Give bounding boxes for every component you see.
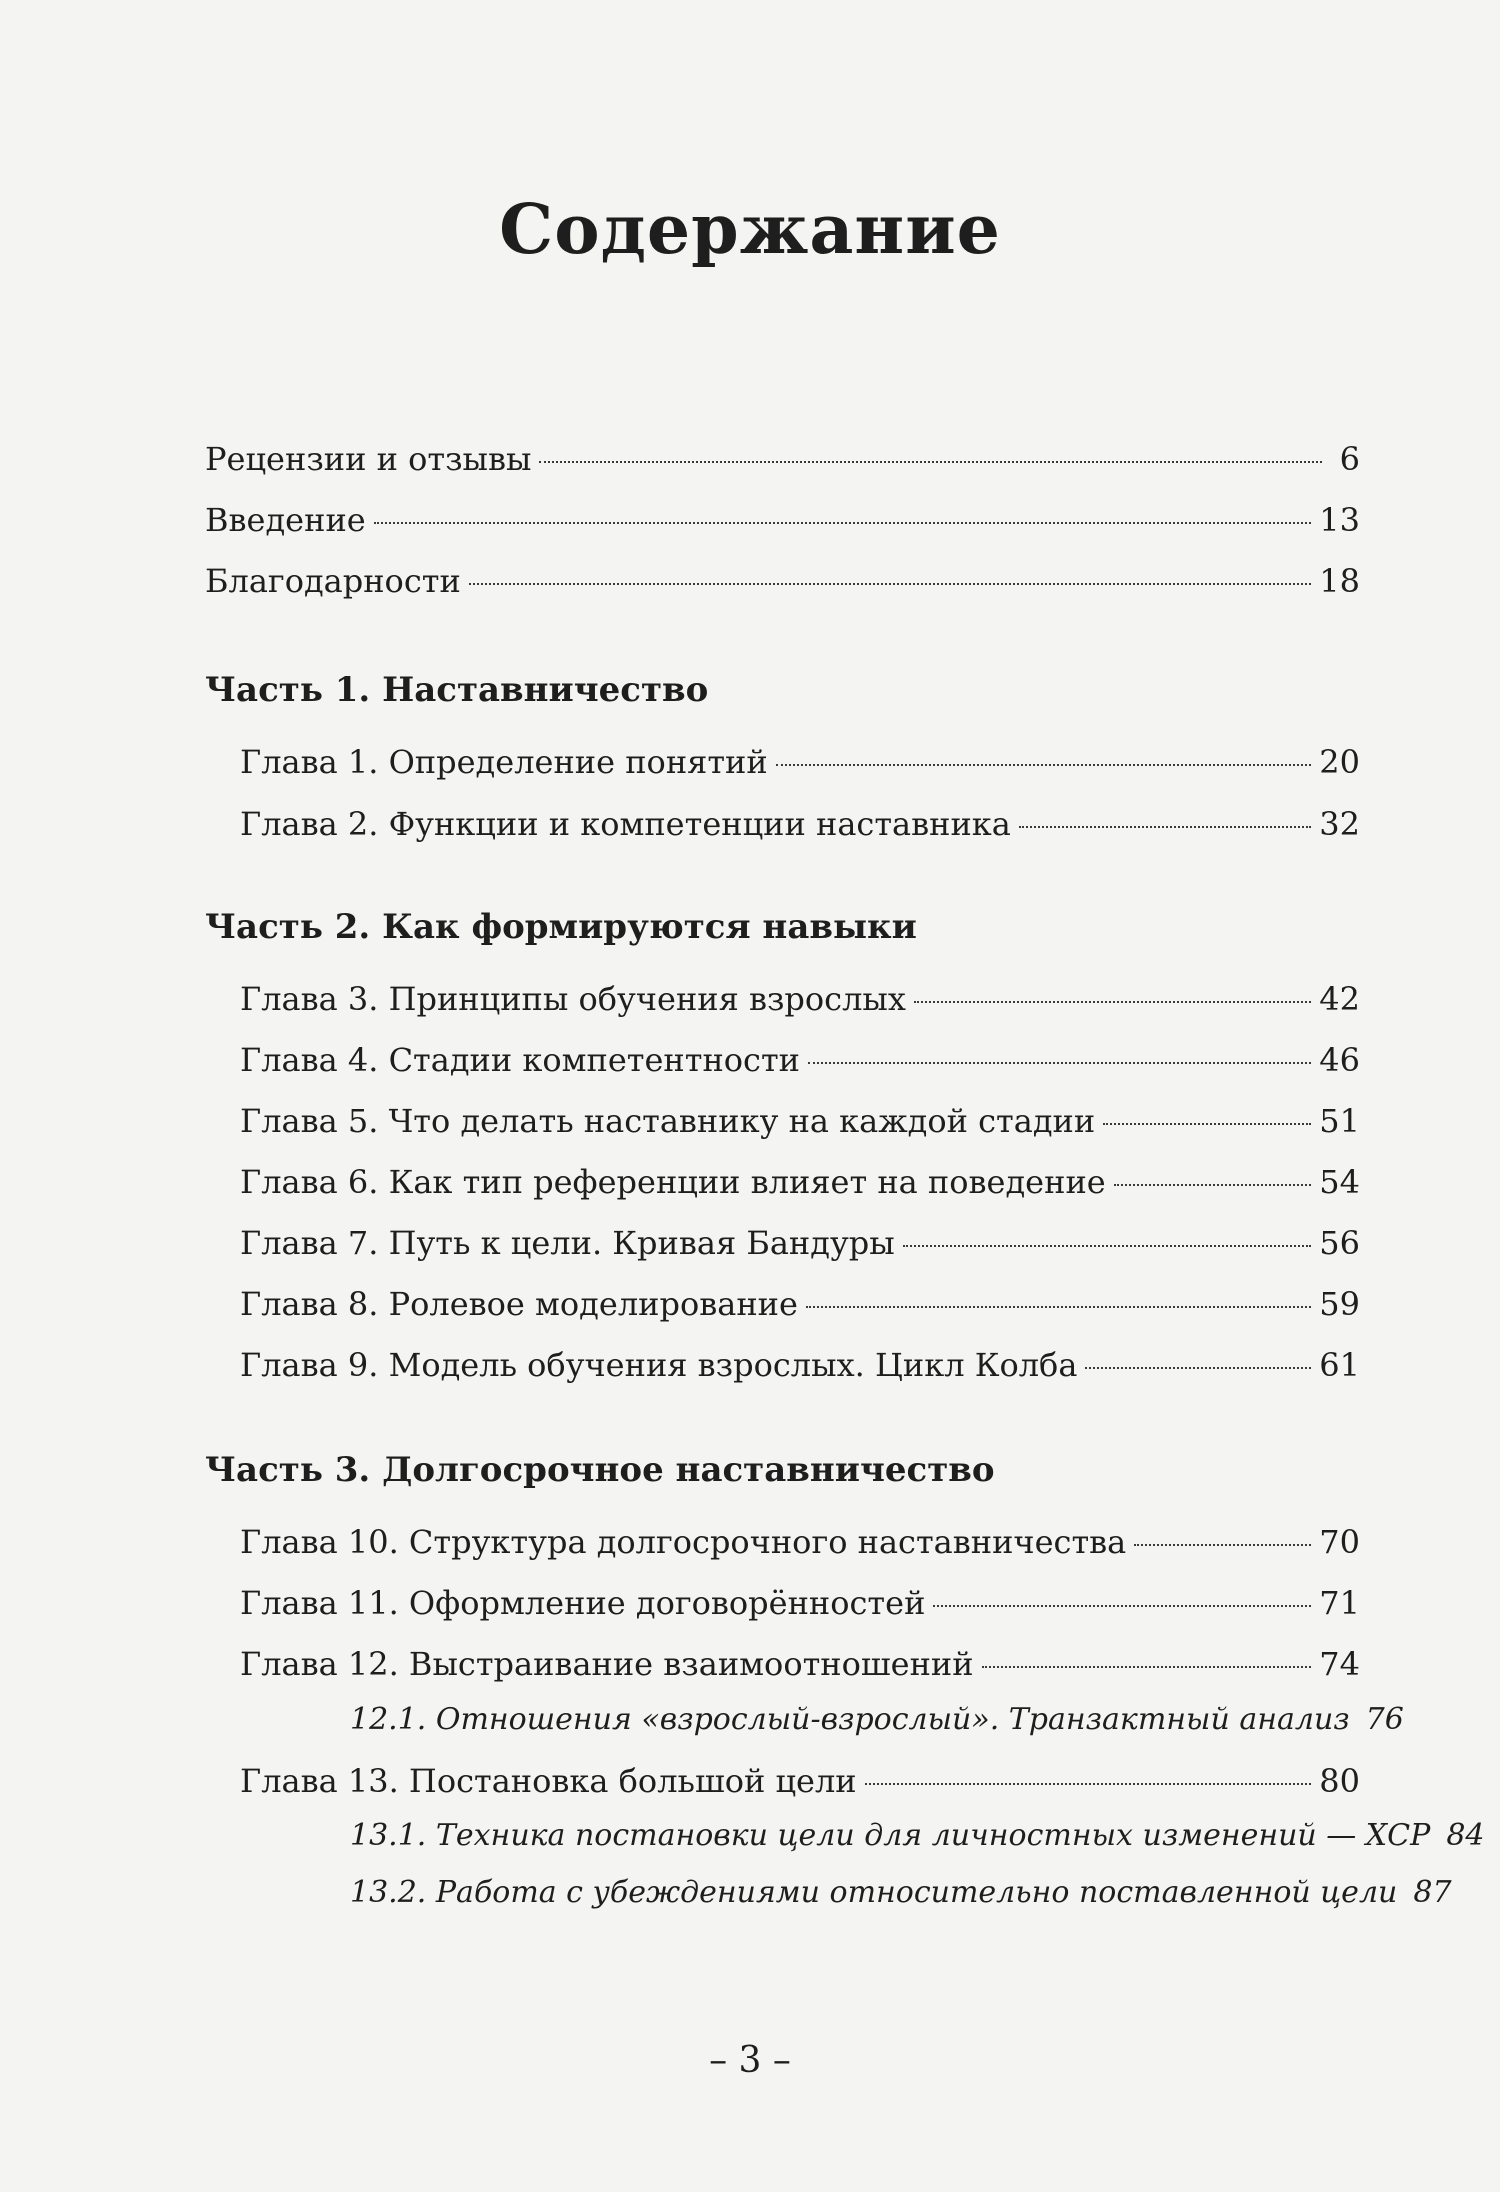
toc-entry-label: Глава 12. Выстраивание взаимоотношений: [240, 1645, 974, 1683]
dot-leader: [776, 764, 1312, 766]
dot-leader: [865, 1783, 1312, 1785]
toc-entry-chapter[interactable]: [240, 1041, 1360, 1085]
toc-entry-page: 61: [1319, 1346, 1360, 1384]
toc-entry-chapter[interactable]: [240, 1346, 1360, 1390]
toc-entry-label: Глава 1. Определение понятий: [240, 743, 768, 781]
toc-entry-page: 87: [1413, 1875, 1452, 1910]
toc-entry-label: 13.2. Работа с убеждениями относительно поставленной цели: [350, 1875, 1398, 1910]
dot-leader: [374, 522, 1312, 524]
toc-entry-introduction[interactable]: [205, 501, 1360, 545]
toc-entry-label: Глава 11. Оформление договорённостей: [240, 1584, 926, 1622]
toc-entry-page: 84: [1446, 1818, 1485, 1853]
toc-entry-chapter[interactable]: [240, 1102, 1360, 1146]
toc-entry-label: 12.1. Отношения «взрослый-взрослый». Транзактный анализ: [350, 1702, 1350, 1737]
toc-entry-subsection[interactable]: [350, 1875, 1452, 1919]
dot-leader: [1085, 1367, 1311, 1369]
toc-entry-page: 80: [1319, 1762, 1360, 1800]
toc-entry-acknowledgements[interactable]: [205, 562, 1360, 606]
dot-leader: [914, 1001, 1311, 1003]
toc-entry-page: 74: [1319, 1645, 1360, 1683]
toc-entry-page: 51: [1319, 1102, 1360, 1140]
toc-entry-page: 59: [1319, 1285, 1360, 1323]
dot-leader: [539, 461, 1322, 463]
toc-entry-page: 54: [1319, 1163, 1360, 1201]
toc-entry-chapter[interactable]: [240, 1224, 1360, 1268]
toc-entry-label: Глава 9. Модель обучения взрослых. Цикл Колба: [240, 1346, 1078, 1384]
toc-entry-page: 76: [1365, 1702, 1404, 1737]
toc-entry-label: Глава 5. Что делать наставнику на каждой стадии: [240, 1102, 1096, 1140]
page-title: Содержание: [499, 190, 1001, 270]
toc-entry-chapter[interactable]: [240, 1523, 1360, 1567]
toc-entry-chapter[interactable]: [240, 743, 1360, 787]
page-number: – 3 –: [709, 2040, 791, 2081]
toc-entry-chapter[interactable]: [240, 1285, 1360, 1329]
toc-entry-page: 46: [1319, 1041, 1360, 1079]
toc-entry-page: 56: [1319, 1224, 1360, 1262]
toc-entry-label: Глава 7. Путь к цели. Кривая Бандуры: [240, 1224, 895, 1262]
toc-entry-chapter[interactable]: [240, 1645, 1360, 1689]
dot-leader: [1103, 1123, 1311, 1125]
dot-leader: [1019, 826, 1311, 828]
toc-entry-chapter[interactable]: [240, 980, 1360, 1024]
toc-entry-subsection[interactable]: [350, 1702, 1404, 1746]
toc-entry-label: Глава 6. Как тип референции влияет на поведение: [240, 1163, 1106, 1201]
toc-entry-page: 6: [1339, 440, 1360, 478]
dot-leader: [469, 583, 1312, 585]
toc-entry-page: 42: [1319, 980, 1360, 1018]
toc-entry-page: 20: [1319, 743, 1360, 781]
toc-entry-page: 71: [1319, 1584, 1360, 1622]
toc-entry-label: Глава 2. Функции и компетенции наставника: [240, 805, 1011, 843]
toc-entry-page: 13: [1319, 501, 1360, 539]
dot-leader: [806, 1306, 1311, 1308]
dot-leader: [808, 1062, 1311, 1064]
part-heading-3: Часть 3. Долгосрочное наставничество: [205, 1450, 995, 1490]
toc-entry-label: Глава 10. Структура долгосрочного наставничества: [240, 1523, 1127, 1561]
toc-entry-label: Глава 8. Ролевое моделирование: [240, 1285, 798, 1323]
toc-entry-chapter[interactable]: [240, 1584, 1360, 1628]
dot-leader: [903, 1245, 1312, 1247]
part-heading-1: Часть 1. Наставничество: [205, 670, 709, 710]
toc-entry-label: Глава 13. Постановка большой цели: [240, 1762, 857, 1800]
toc-entry-label: Благодарности: [205, 562, 461, 600]
toc-entry-subsection[interactable]: [350, 1818, 1485, 1862]
part-heading-2: Часть 2. Как формируются навыки: [205, 907, 917, 947]
dot-leader: [1134, 1544, 1311, 1546]
toc-entry-reviews[interactable]: [205, 440, 1360, 484]
toc-entry-chapter[interactable]: [240, 805, 1360, 849]
dot-leader: [982, 1666, 1312, 1668]
toc-entry-page: 32: [1319, 805, 1360, 843]
toc-entry-label: 13.1. Техника постановки цели для личностных изменений — ХСР: [350, 1818, 1431, 1853]
toc-entry-page: 18: [1319, 562, 1360, 600]
toc-entry-label: Рецензии и отзывы: [205, 440, 532, 478]
toc-entry-label: Глава 3. Принципы обучения взрослых: [240, 980, 906, 1018]
toc-entry-label: Глава 4. Стадии компетентности: [240, 1041, 800, 1079]
dot-leader: [933, 1605, 1311, 1607]
toc-entry-label: Введение: [205, 501, 366, 539]
toc-entry-chapter[interactable]: [240, 1163, 1360, 1207]
dot-leader: [1114, 1184, 1312, 1186]
toc-entry-chapter[interactable]: [240, 1762, 1360, 1806]
toc-entry-page: 70: [1319, 1523, 1360, 1561]
